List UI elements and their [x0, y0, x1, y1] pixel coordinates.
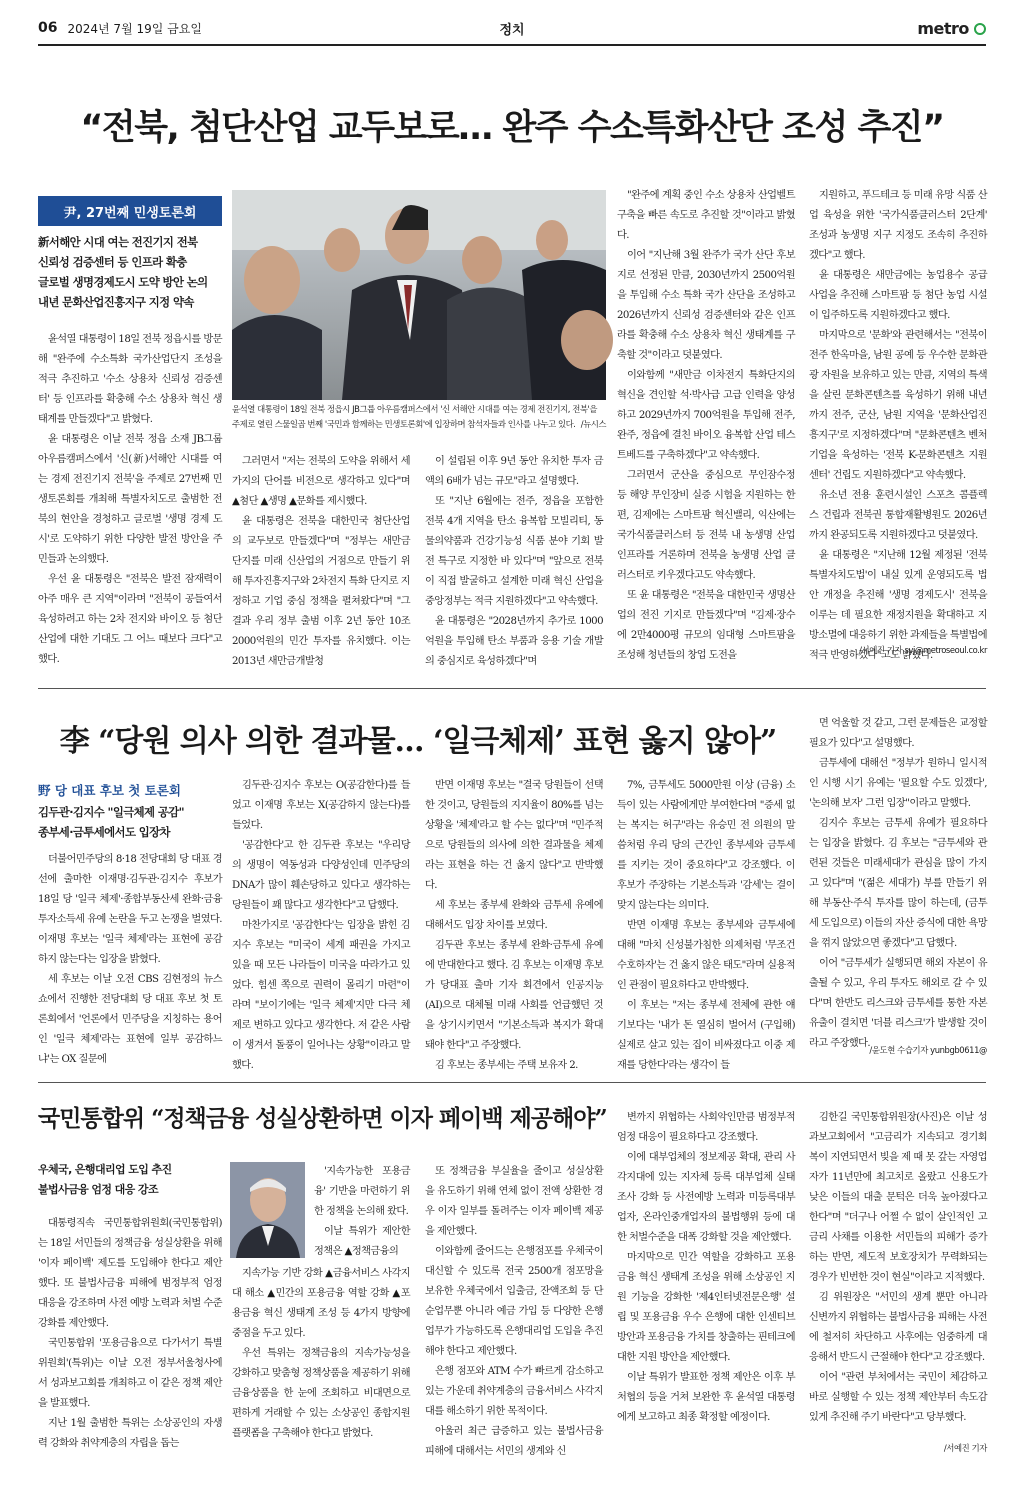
article3-column-2	[232, 1264, 410, 1464]
article3-photo	[230, 1162, 305, 1258]
article1-column-1	[38, 330, 222, 666]
paragraph: 이와함께 "새만금 이차전지 특화단지의 혁신을 견인할 석·박사급 고급 인력을 양성하고 2029년까지 700억원을 투입해 전주, 완주, 정읍에 결친 바이오 융복합 산업 테스트베드를 구축하겠다"고 약속했다.	[617, 370, 795, 461]
paragraph: 대통령직속 국민통합위원회(국민통합위)는 18일 서민들의 정책금융 성실상환을 위해 '이자 페이백' 제도를 도입해야 한다고 제안했다. 또 불법사금융 피해에 범정부적 엄정 대응을 강조하며 사전 예방 노력과 처벌 수준 강화를 제안했다.	[38, 1218, 222, 1329]
article1-column-3	[425, 452, 603, 666]
paragraph: 김두관·김지수 후보는 O(공감한다)를 들었고 이재명 후보는 X(공감하지 않는다)를 들었다.	[232, 780, 410, 831]
paragraph: 이어 "지난해 3월 완주가 국가 산단 후보지로 선정된 만큼, 2030년까지 2500억원을 투입해 수소 특화 국가 산단을 조성하고 2026년까지 신뢰성 검증센터와 같은 인프라를 확충해 수소 상용차 혁신 생태계를 구축할 것"이라고 덧붙였다.	[617, 250, 795, 361]
paragraph: 마지막으로 민간 역할을 강화하고 포용금융 혁신 생태계 조성을 위해 소상공인 지원 기능을 강화한 '제4인터넷전문은행' 설립 및 포용금융 우수 은행에 대한 인센티브 방안과 포용금융 가치를 창출하는 핀테크에 대한 지원 방안을 제안했다.	[617, 1252, 795, 1363]
paragraph: 윤 대통령은 이날 전북 정읍 소재 JB그룹 아우름캠퍼스에서 '신(新)서해안 시대를 여는 경제 전진기지 전북'을 주제로 27번째 민생토론회를 개최해 특별자치도로 출범한 전북의 현안을 경청하고 글로벌 '생명 경제 도시'로 도약하기 위한 다양한 발전 방안을 주민들과 논의했다.	[38, 434, 222, 565]
paragraph: 마찬가지로 '공감한다'는 입장을 밝힌 김지수 후보는 "미국이 세계 패권을 가지고 있을 때 모든 나라들이 미국을 따라가고 있었다. 힘센 쪽으로 권력이 몰리기 마련"이라며 "보이기에는 '일극 체제'지만 다극 체제로 변하고 있다고 생각한다. 저 같은 사람이 생겨서 돌풍이 일어나는 상황"이라고 말했다.	[232, 920, 410, 1071]
deck-line: 종부세·금투세에서도 입장차	[38, 825, 170, 839]
article1-column-4	[617, 186, 795, 666]
photo-credit: /뉴시스	[580, 419, 606, 429]
paragraph: 이 후보는 "저는 종부세 전체에 관한 얘기보다는 '내가 돈 열심히 벌어서 (구입해) 실제로 살고 있는 집이 비싸졌다고 이중 제재를 당한다'라는 생각이 들	[617, 1000, 795, 1071]
section-divider	[38, 688, 986, 689]
paragraph: 김한길 국민통합위원장(사진)은 이날 성과보고회에서 "고금리가 지속되고 경기회복이 지연되면서 빚을 제 때 못 갚는 자영업자가 11년만에 최고치로 올랐고 신용도가 낮은 이들의 대출 문턱은 더욱 높아졌다고 한다"며 "더구나 어쩔 수 없이 살인적인 고금리 사채를 이용한 서민들의 피해가 증가하는 반면, 제도적 보호장치가 무력화되는 경우가 빈번한 것이 현실"이라고 지적했다.	[809, 1112, 987, 1283]
paragraph: 금투세에 대해선 "정부가 원하니 일시적인 시행 시기 유예는 '필요할 수도 있겠다', '논의해 보자' 그런 입장"이라고 말했다.	[809, 758, 987, 809]
paragraph: 국민통합위 '포용금융으로 다가서기 특별위원회'(특위)는 이날 오전 정부서울청사에서 성과보고회를 개최하고 이 같은 정책 제안을 발표했다.	[38, 1338, 222, 1409]
paragraph: 윤 대통령은 "2028년까지 추가로 1000억원을 투입해 탄소 부품과 응용 기술 개발의 중심지로 육성하겠다"며	[425, 616, 603, 667]
masthead	[38, 16, 986, 40]
paragraph: 이날 특위가 제안한 정책은 ▲정책금융의	[314, 1226, 410, 1257]
deck-line: 내년 문화산업진흥지구 지정 약속	[38, 295, 194, 309]
article2-column-3	[425, 776, 603, 1071]
article2-column-5	[809, 714, 987, 1049]
paragraph: 아울러 최근 급증하고 있는 불법사금융 피해에 대해서는 서민의 생계와 신	[425, 1426, 603, 1457]
article2-column-2	[232, 776, 410, 1071]
top-rule	[38, 44, 986, 46]
paragraph: 변까지 위협하는 사회악인만큼 범정부적 엄정 대응이 필요하다고 강조했다.	[617, 1112, 795, 1143]
paragraph: 또 윤 대통령은 "전북을 대한민국 생명산업의 전진 기지로 만들겠다"며 "김제·장수에 2만4000평 규모의 임대형 스마트팜을 조성해 청년들의 창업 도전을	[617, 590, 795, 661]
deck-line: 신뢰성 검증센터 등 인프라 확충	[38, 255, 187, 269]
paragraph: 그러면서 "저는 전북의 도약을 위해서 세 가지의 단어를 비전으로 생각하고 있다"며 ▲첨단 ▲생명 ▲문화를 제시했다.	[232, 456, 410, 507]
paragraph: 면 억울할 것 같고, 그런 문제들은 교정할 필요가 있다"고 설명했다.	[809, 718, 987, 749]
paragraph: 우선 특위는 정책금융의 지속가능성을 강화하고 맞춤형 정책상품을 제공하기 위해 금융상품을 한 눈에 조회하고 비대면으로 편하게 거래할 수 있는 소상공인 종합지원 플랫폼을 구축해야 한다고 밝혔다.	[232, 1348, 410, 1439]
article1-byline: /서예진 기자 syj@metroseoul.co.kr	[859, 645, 987, 655]
article1-headline: “전북, 첨단산업 교두보로… 완주 수소특화산단 조성 추진”	[80, 108, 944, 148]
article1-column-2	[232, 452, 410, 666]
paragraph: 지속가능 기반 강화 ▲금융서비스 사각지대 해소 ▲민간의 포용금융 역할 강화 ▲포용금융 혁신 생태계 조성 등 4가지 방향에 중점을 두고 있다.	[232, 1268, 410, 1339]
paragraph: 윤 대통령은 "지난해 12월 제정된 '전북특별자치도법'이 내실 있게 운영되도록 법안 개정을 추진해 '생명 경제도시' 전북을 이루는 데 필요한 재정지원을 확대하고 지방소멸에 대응하기 위한 과제들을 특별법에 적극 반영하겠다"고도 밝혔다.	[809, 550, 987, 661]
paragraph: "완주에 계획 중인 수소 상용차 산업벨트 구축을 빠른 속도로 추진할 것"이라고 밝혔다.	[617, 190, 795, 241]
article1-deck	[38, 232, 222, 312]
paragraph: 이와함께 줄어드는 은행점포를 우체국이 대신할 수 있도록 전국 2500개 점포망을 보유한 우체국에서 입출금, 잔액조회 등 단순업무뿐 아니라 예금 가입 등 다양한 은행업무가 가능하도록 은행대리업 도입을 추진해야 한다고 제안했다.	[425, 1246, 603, 1357]
article2-kicker: 野 당 대표 후보 첫 토론회	[38, 783, 181, 798]
paragraph: 이에 대부업체의 정보제공 확대, 관리 사각지대에 있는 지자체 등록 대부업체 실태조사 강화 등 사전예방 노력과 미등록대부업자, 온라인중개업자의 불법행위 등에 대한 처벌수준을 대폭 강화할 것을 제안했다.	[617, 1152, 795, 1243]
paragraph: 김두관 후보는 종부세 완화·금투세 유예에 반대한다고 했다. 김 후보는 이재명 후보가 당대표 출마 기자 회견에서 인공지능(AI)으로 대체될 미래 사회를 언급했던 것을 상기시키면서 "기본소득과 복지가 확대돼야 한다"고 주장했다.	[425, 940, 603, 1051]
article1-photo-caption	[232, 402, 606, 432]
article3-column-3	[425, 1162, 603, 1464]
caption-text: 윤석열 대통령이 18일 전북 정읍시 JB그룹 아우름캠퍼스에서 '신 서해안 시대를 여는 경제 전진기지, 전북'을 주제로 열린 스물일곱 번째 '국민과 함께하는 민생토론회'에 입장하며 참석자들과 인사를 나누고 있다.	[232, 404, 597, 429]
article2-byline: /윤도현 수습기자 yunbgb0611@	[869, 1045, 987, 1055]
article2-headline: 李 “당원 의사 의한 결과물… ‘일극체제’ 표현 옳지 않아”	[59, 724, 777, 759]
paragraph: 우선 윤 대통령은 "전북은 발전 잠재력이 아주 매우 큰 지역"이라며 "전북이 공들여서 육성하려고 하는 2차 전지와 바이오 등 첨단산업에 대한 기대도 그 어느 때보다 크다"고 했다.	[38, 574, 222, 665]
deck-line: 新서해안 시대 여는 전진기지 전북	[38, 235, 198, 249]
paragraph: '지속가능한 포용금융' 기반을 마련하기 위한 정책을 논의해 왔다.	[314, 1166, 410, 1217]
paragraph: 마지막으로 '문화'와 관련해서는 "전북이 전주 한옥마을, 남원 공예 등 우수한 문화관광 자원을 보유하고 있는 만큼, 지역의 특색을 살린 문화콘텐츠를 육성하기 위해 내년까지 전주, 군산, 남원 지역을 '문화산업진흥지구'로 지정하겠다"며 "문화콘텐츠 벤처기업을 육성하는 '전북 K-문화콘텐츠 지원센터' 건립도 지원하겠다"고 약속했다.	[809, 330, 987, 481]
paragraph: 윤 대통령은 새만금에는 농업용수 공급사업을 추진해 스마트팜 등 첨단 농업 시설이 입주하도록 지원하겠다고 했다.	[809, 270, 987, 321]
deck-line: 우체국, 은행대리업 도입 추진	[38, 1163, 172, 1176]
paragraph: 이 설립된 이후 9년 동안 유치한 투자 금액의 6배가 넘는 규모"라고 설명했다.	[425, 456, 603, 487]
deck-line: 김두관·김지수 "일극체제 공감"	[38, 805, 184, 819]
article1-photo	[232, 190, 606, 400]
paragraph: 더불어민주당의 8·18 전당대회 당 대표 경선에 출마한 이재명·김두관·김지수 후보가 18일 당 '일극 체제'·종합부동산세 완화·금융투자소득세 유예 논란을 두고 논쟁을 벌였다. 이재명 후보는 '일극 체제'라는 표현에 공감하지 않는다는 입장을 밝혔다.	[38, 854, 222, 965]
paragraph: 김 후보는 종부세는 주택 보유자 2.	[435, 1060, 578, 1071]
paragraph: 세 후보는 종부세 완화와 금투세 유예에 대해서도 입장 차이를 보였다.	[425, 900, 603, 931]
deck-line: 글로벌 생명경제도시 도약 방안 논의	[38, 275, 208, 289]
article2-header	[38, 780, 222, 842]
paragraph: 반면 이재명 후보는 종부세와 금투세에 대해 "마치 신성불가침한 의제처럼 '무조건 수호하자'는 건 옳지 않은 태도"라며 실용적인 관점이 필요하다고 반박했다.	[617, 920, 795, 991]
paragraph: 7%, 금투세도 5000만원 이상 (금융) 소득이 있는 사람에게만 부여한다며 "증세 없는 복지는 허구"라는 유승민 전 의원의 말씀처럼 우리 당의 근간인 종부세와 금투세를 지키는 것이 중요하다"고 강조했다. 이 후보가 주장하는 기본소득과 '감세'는 결이 맞지 않는다는 의미다.	[617, 780, 795, 911]
article2-column-4	[617, 776, 795, 1071]
article3-byline: /서예진 기자	[943, 1443, 987, 1453]
article1-kicker: 尹, 27번째 민생토론회	[38, 196, 222, 226]
section-title: 정치	[499, 22, 525, 38]
paragraph: 유소년 전용 훈련시설인 스포츠 콤플렉스 건립과 전북권 통합재활병원도 2026년까지 완공되도록 지원하겠다고 덧붙였다.	[809, 490, 987, 541]
article3-column-1	[38, 1214, 222, 1464]
section-divider	[38, 1082, 986, 1083]
paragraph: 은행 점포와 ATM 수가 빠르게 감소하고 있는 가운데 취약계층의 금융서비스 사각지대를 해소하기 위한 목적이다.	[425, 1366, 603, 1417]
article3-column-2-top	[314, 1162, 410, 1262]
paragraph: 이날 특위가 발표한 정책 제안은 이후 부처협의 등을 거쳐 보완한 후 윤석열 대통령에게 보고하고 최종 확정할 예정이다.	[617, 1372, 795, 1423]
article3-deck	[38, 1160, 222, 1200]
deck-line: 불법사금융 엄정 대응 강조	[38, 1183, 158, 1196]
paragraph: 세 후보는 이날 오전 CBS 김현정의 뉴스쇼에서 진행한 전당대회 당 대표 후보 첫 토론회에서 '언론에서 민주당을 지칭하는 용어인 '일극 체제'라는 표현에 일부 공감하느냐'는 OX 질문에	[38, 974, 222, 1065]
paragraph: 또 정책금융 부실율을 줄이고 성실상환을 유도하기 위해 연체 없이 전액 상환한 경우 이자 일부를 돌려주는 이자 페이백 제공을 제안했다.	[425, 1166, 603, 1237]
brand-logo: metro	[917, 19, 986, 38]
paragraph: 윤 대통령은 전북을 대한민국 첨단산업의 교두보로 만들겠다"며 "정부는 새만금 단지를 미래 신산업의 거점으로 만들기 위해 투자진흥지구와 2차전지 특화 단지로 지정하고 기업 중심 정책을 펼쳐왔다"며 "그 결과 우리 정부 출범 이후 2년 동안 10조2000억원의 민간 투자를 유치했다. 이는 2013년 새만금개발청	[232, 516, 410, 667]
paragraph: 그러면서 군산을 중심으로 무인잠수정 등 해양 무인장비 실증 시험을 지원하는 한편, 김제에는 스마트팜 혁신밸리, 익산에는 국가식품클러스터 등 전북 내 농생명 산업 인프라를 거론하며 전북을 농생명 산업 클러스터로 키우겠다고도 약속했다.	[617, 470, 795, 581]
article3-column-4	[617, 1108, 795, 1464]
paragraph: 이어 "금투세가 실행되면 해외 자본이 유출될 수 있고, 우리 투자도 해외로 갈 수 있다"며 한반도 리스크와 금투세를 통한 자본 유출이 결치면 '더블 리스크'가 발생할 것이라고 주장했다.	[809, 958, 987, 1049]
paragraph: 또 "지난 6월에는 전주, 정읍을 포함한 전북 4개 지역을 탄소 융복합 모빌리티, 동물의약품과 건강기능성 식품 분야 기회 발전 특구로 지정한 바 있다"며 "앞으로 전북이 직접 발굴하고 설계한 미래 혁신 산업을 중앙정부는 적극 지원하겠다"고 약속했다.	[425, 496, 603, 607]
article3-column-5	[809, 1108, 987, 1440]
paragraph: '공감한다'고 한 김두관 후보는 "우리당의 생명이 역동성과 다양성인데 민주당의 DNA가 많이 훼손당하고 있다고 생각하는 당원들이 꽤 많다고 생각한다"고 답했다.	[232, 840, 410, 911]
article3-headline: 국민통합위 “정책금융 성실상환하면 이자 페이백 제공해야”	[38, 1105, 607, 1132]
paragraph: 지난 1월 출범한 특위는 소상공인의 자생력 강화와 취약계층의 자립을 돕는	[38, 1418, 222, 1449]
paragraph: 윤석열 대통령이 18일 전북 정읍시를 방문해 "완주에 수소특화 국가산업단지 조성을 적극 추진하고 '수소 상용차 신뢰성 검증센터' 등 인프라를 확충해 수소 상용차 혁신 생태계를 만들겠다"고 밝혔다.	[38, 334, 222, 425]
paragraph: 김 위원장은 "서민의 생계 뿐만 아니라 신변까지 위협하는 불법사금융 피해는 사전에 철저히 차단하고 사후에는 엄중하게 대응해서 반드시 근절해야 한다"고 강조했다.	[809, 1292, 987, 1363]
paragraph: 지원하고, 푸드테크 등 미래 유망 식품 산업 육성을 위한 '국가식품클러스터 2단계' 조성과 농생명 지구 지정도 조속히 추진하겠다"고 했다.	[809, 190, 987, 261]
article2-deck	[38, 802, 222, 842]
issue-date: 2024년 7월 19일 금요일	[67, 21, 202, 36]
paragraph: 반면 이재명 후보는 "결국 당원들이 선택한 것이고, 당원들의 지지율이 80%를 넘는 상황을 '체제'라고 할 수는 없다"며 "민주적으로 당원들의 의사에 의한 결과물을 체제라는 표현을 하는 건 옳지 않다"고 반박했다.	[425, 780, 603, 891]
paragraph: 이어 "관련 부처에서는 국민이 체감하고 바로 실행할 수 있는 정책 제안부터 속도감 있게 추진해 주기 바란다"고 당부했다.	[809, 1372, 987, 1423]
article2-column-1	[38, 850, 222, 1066]
page-number: 06	[38, 20, 58, 36]
paragraph: 김지수 후보는 금투세 유예가 필요하다는 입장을 밝혔다. 김 후보는 "금투세와 관련된 것들은 미래세대가 관심을 많이 가지고 있다"며 "(젊은 세대가) 부를 만들기 위해 부동산·주식 투자를 많이 하는데, (금투세 도입으로) 이들의 자산 증식에 대한 욕망을 꺾지 않았으면 좋겠다"고 답했다.	[809, 818, 987, 949]
